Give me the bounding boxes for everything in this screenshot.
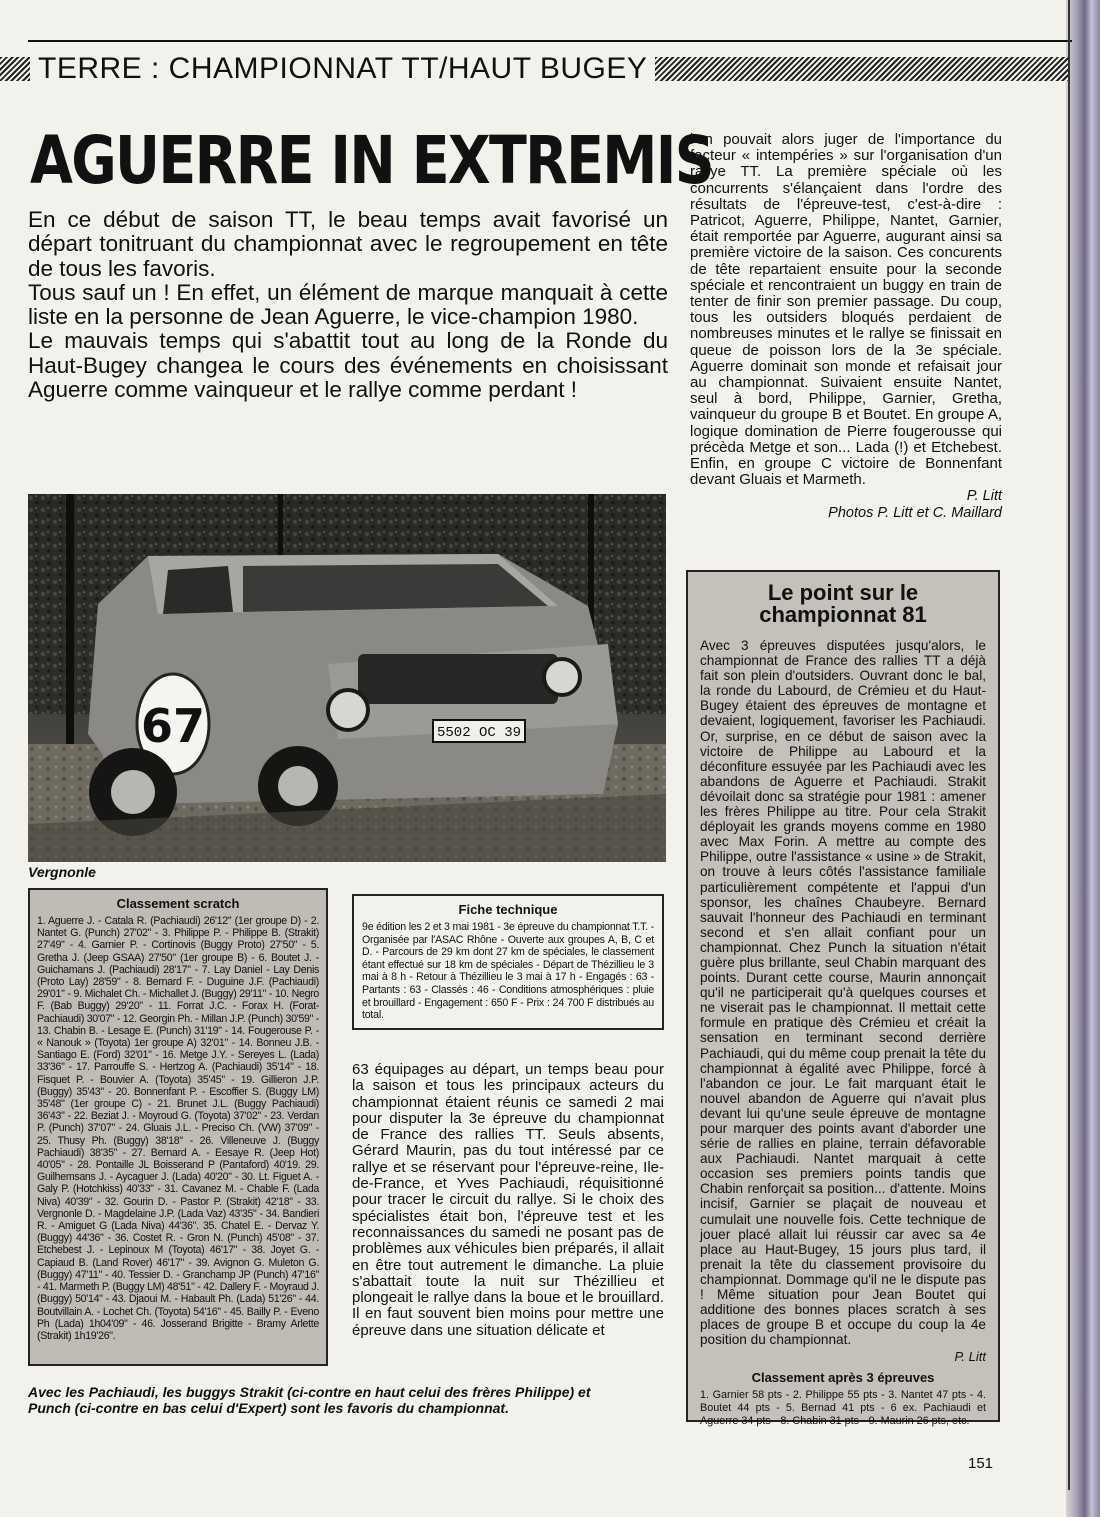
section-header [0,52,1068,86]
standings-title: Classement après 3 épreuves [751,1370,935,1386]
right-column-text: l'on pouvait alors juger de l'importance du facteur « intempéries » sur l'organisation d'un rallye TT. La première spéciale où les concurrents s'élançaient dans l'ordre des résultats de l'épreuve-test, c'est-à-dire : Patricot, Aguerre, Philippe, Nantet, Garnier, était remportée par Aguerre, augurant ainsi sa première victoire de la saison. Ces concurents de tête repartaient ensuite pour la seconde spéciale et rencontraient un buggy en train de tenter de finir son premier passage. Du coup, tous les outsiders bloqués perdaient de nombreuses minutes et le rallye se finissait en queue de poisson lors de la 3e spéciale. Aguerre dominait son monde et refaisait jour au championnat. Suivaient ensuite Nantet, seul à bord, Philippe, Garnier, Gretha, vainqueur du groupe B et Boutet. En groupe A, logique domination de Pierre fougerousse qui précèda Metge et son... Lada (!) et Etchebest. Enfin, en groupe C victoire de Bonnenfant devant Gluais et Marmeth. [690,131,1002,489]
standings-text: 1. Garnier 58 pts - 2. Philippe 55 pts - 3. Nantet 47 pts - 4. Boutet 44 pts - 5. Bernad 41 pts - 6 ex. Pachiaudi et Aguerre 34 pts - 8. Chabin 31 pts - 9. Maurin 26 pts, etc. [700,1389,986,1427]
car-race-number: 67 [140,699,206,753]
section-title: TERRE : CHAMPIONNAT TT/HAUT BUGEY [38,52,648,85]
hatch-pattern-left [0,57,30,81]
lada-niva-illustration [28,494,666,862]
right-column [690,132,1002,521]
article-lead [28,208,668,402]
scratch-results-text: 1. Aguerre J. - Catala R. (Pachiaudi) 26'12" (1er groupe D) - 2. Nantet G. (Punch) 27'02" - 3. Philippe P. - Philippe B. (Strakit) 27'49" - 4. Garnier P. - Cortinovis (Buggy Proto) 27'50" - 5. Gretha J. (Jeep GSAA) 27'50" (1er groupe B) - 6. Boutet J. - Guichamans J. (Pachiaudi) 28'17" - 7. Lay Daniel - Lay Denis (Proto Lay) 28'59" - 8. Bernard F. - Duguine J.F. (Pachiaudi) 29'01" - 9. Michalet Ch. - Michallet J. (Buggy) 29'11" - 10. Negro F. (Bab Buggy) 29'20" - 11. Forrat J.C. - Forax H. (Forat-Pachiaudi) 30'07" - 12. Georgin Ph. - Millan J.P. (Punch) 30'59" - 13. Chabin B. - Lesage E. (Punch) 31'19" - 14. Fougerouse P. - « Nanouk » (Toyota) 1er groupe A) 32'01" - 14. Bonneu J.B. - Santiago E. (Ford) 32'01" - 16. Metge J.Y. - Sereyes L. (Lada) 33'36" - 17. Parrouffe S. - Hertzog A. (Pachiaudi) 35'14" - 18. Fisquet P. - Bouvier A. (Toyota) 35'45" - 19. Gillieron J.P. (Buggy) 35'43" - 20. Bonnenfant P. - Escoffier S. (Buggy LM) 35'48" (1er groupe C) - 21. Brunet J.L. (Buggy Pachiaudi) 36'43" - 22. Beziat J. - Moyroud G. (Toyota) 37'02" - 23. Verdan P. (Punch) 37'07" - 24. Gluais J.L. - Preciso Ch. (VW) 37'09" - 25. Thusy Ph. (Buggy) 38'18" - 26. Villeneuve J. (Buggy Pachiaudi) 38'35" - 27. Bernard A. - Eesaye R. (Jeep Hot) 40'05" - 28. Pontaille JL Boisserand P (Pantaford) 40'19. 29. Guilhemsans J. - Aycaguer J. (Lada) 40'20" - 30. Lt. Figuet A. - Galy P. (Hotchkiss) 40'33" - 31. Cavanez M. - Chable F. (Lada Niva) 40'39" - 32. Gourin D. - Pastor P. (Strakit) 42'18" - 33. Vergnonle D. - Magdelaine J.P. (Lada Vaz) 43'35" - 34. Bandieri R. - Amiguet G (Lada Niva) 44'36". 35. Chatel E. - Dervaz Y. (Buggy) 44'36" - 36. Costet R. - Gron N. (Punch) 45'08" - 37. Etchebest J. - Lepinoux M (Toyota) 46'17" - 38. Joyet G. - Capiaud B. (Land Rover) 46'17" - 39. Avignon G. Muleton G. (Buggy) 47'11" - 40. Tessier D. - Granchamp JP (Punch) 47'16" - 41. Marmeth P. (Buggy LM) 48'51" - 42. Dallery F. - Moyraud J. (Buggy) 50'14" - 43. Djaoui M. - Habault Ph. (Lada) 51'26" - 44. Boutvillain A. - Lochet Ch. (Toyota) 54'16" - 45. Bailly P. - Eveno Ph (Lada) 1h04'09" - 46. Josserand Brigitte - Bramy Arlette (Strakit) 1h19'26". [37,915,319,1342]
top-rule [28,40,1072,42]
article-author: P. Litt [966,488,1002,505]
championship-point-box [686,570,1000,1427]
rally-car-photo [28,494,666,862]
championship-point-author: P. Litt [954,1349,986,1365]
page-number: 151 [968,1455,994,1472]
hatch-pattern-right [655,57,1068,81]
right-rule [1068,0,1070,1490]
article-headline: AGUERRE IN EXTREMIS [30,122,713,199]
lead-paragraph-3: Le mauvais temps qui s'abattit tout au long de la Ronde du Haut-Bugey changea le cours des événements en choisissant Aguerre comme vainqueur et le rallye comme perdant ! [28,328,668,403]
scratch-results-box [28,888,328,1366]
technical-sheet-box [352,894,664,1030]
photo-caption: Vergnonle [28,864,96,880]
technical-sheet-title: Fiche technique [458,902,558,917]
technical-sheet-text: 9e édition les 2 et 3 mai 1981 - 3e épreuve du championnat T.T. - Organisée par l'ASAC Rhône - Ouverte aux groupes A, B, C et D. - Parcours de 29 km dont 27 km de spéciales, le classement étant effectué sur 18 km de spéciales - Départ de Thézillieu le 3 mai à 8 h - Retour à Thézillieu le 3 mai à 17 h - Engagés : 63 - Partants : 63 - Classés : 46 - Conditions atmosphériques : pluie et brouillard - Engagement : 650 F - Prix : 24 700 F distribués au total. [362,921,654,1022]
scratch-results-title: Classement scratch [116,896,240,911]
championship-point-text: Avec 3 épreuves disputées jusqu'alors, le championnat de France des rallies TT a déjà fait son plein d'outsiders. Ouvrant donc le bal, la ronde du Labourd, de Crémieu et du Haut-Bugey étaient des épreuves de montagne et devaient, logiquement, favoriser les Pachiaudi. Or, surprise, en ce début de saison avec la victoire de Philippe au Labourd et la déconfiture essuyée par les Pachiaudi avec les abandons de Aguerre et Pachiaudi. Strakit dévoilait donc sa stratégie pour 1981 : amener les frères Philippe au titre. Pour cela Strakit déployait les grands moyens comme en 1980 avec Max Forin. A mettre au compte des Philippe, outre l'assistance « usine » de Strakit, on trouve à leurs côtés l'assistance familiale particulièrement compétente et l'appui d'un sponsor, les chaînes Chaubeyre. Bernard sauvait l'honneur des Pachiaudi en terminant second et s'en allait confiant pour un championnat. Chez Punch la situation n'était guère plus brillante, seul Chabin marquant des points. Durant cette course, Maurin annonçait qu'il ne participerait qu'à quelques courses et ne viserait pas le championnat. Il mettait cette formule en pratique dès Crémieu et créait la sensation en terminant second derrière Pachiaudi, qui du même coup prenait la tête du championnat à égalité avec Philippe, forcé à l'abandon ce jour. Le fait marquant était le nouvel abandon de Aguerre qui n'avait plus devant lui qu'une seule épreuve de montagne pour marquer des points avant d'aborder une série de rallies en plaine, terrain défavorable aux Pachiaudi. Nantet marquait à cette occasion ses premiers points tandis que Chabin renforçait sa position... d'attente. Moins incisif, Garnier se plaçait de nouveau et cumulait une nouvelle fois. Cette technique de jouer placé allait lui réussir car avec sa 4e place au Haut-Bugey, 15 jours plus tard, il prenait la tête du classement provisoire du championnat. Dommage qu'il ne le dispute pas ! Même situation pour Jean Boutet qui additione des bonnes places scratch à ses places de groupe B et occupe du coup la 4e position du championnat. [700,638,986,1348]
page-binding-edge [1066,0,1100,1517]
photo-credits: Photos P. Litt et C. Maillard [828,504,1002,521]
license-plate: 5502 OC 39 [436,725,522,741]
championship-point-title: Le point sur le championnat 81 [759,580,927,627]
bottom-caption: Avec les Pachiaudi, les buggys Strakit (ci-contre en haut celui des frères Philippe) et Punch (ci-contre en bas celui d'Expert) sont les favoris du championnat. [28,1384,591,1416]
middle-column-text: 63 équipages au départ, un temps beau pour la saison et tous les principaux acteurs du championnat étaient réunis ce samedi 2 mai pour disputer la 3e épreuve du championnat de France des rallies TT. Seuls absents, Gérard Maurin, pas du tout intéressé par ce rallye et se réservant pour l'épreuve-reine, Ile-de-France, et Yves Pachiaudi, réquisitionné pour tracer le circuit du rallye. Si le choix des spécialistes était bon, l'épreuve test et les reconnaissances du samedi ne posant pas de problèmes aux véhicules bien préparés, il allait en être tout autrement le dimanche. La pluie s'abattait toute la nuit sur Thézillieu et plongeait le rallye dans la boue et le brouillard. Il en faut souvent bien moins pour mettre une épreuve dans une situation délicate et [352,1061,664,1339]
lead-paragraph-1: En ce début de saison TT, le beau temps avait favorisé un départ tonitruant du championnat avec le regroupement en tête de tous les favoris. [28,207,668,281]
lead-paragraph-2: Tous sauf un ! En effet, un élément de marque manquait à cette liste en la personne de Jean Aguerre, le vice-champion 1980. [28,279,668,330]
